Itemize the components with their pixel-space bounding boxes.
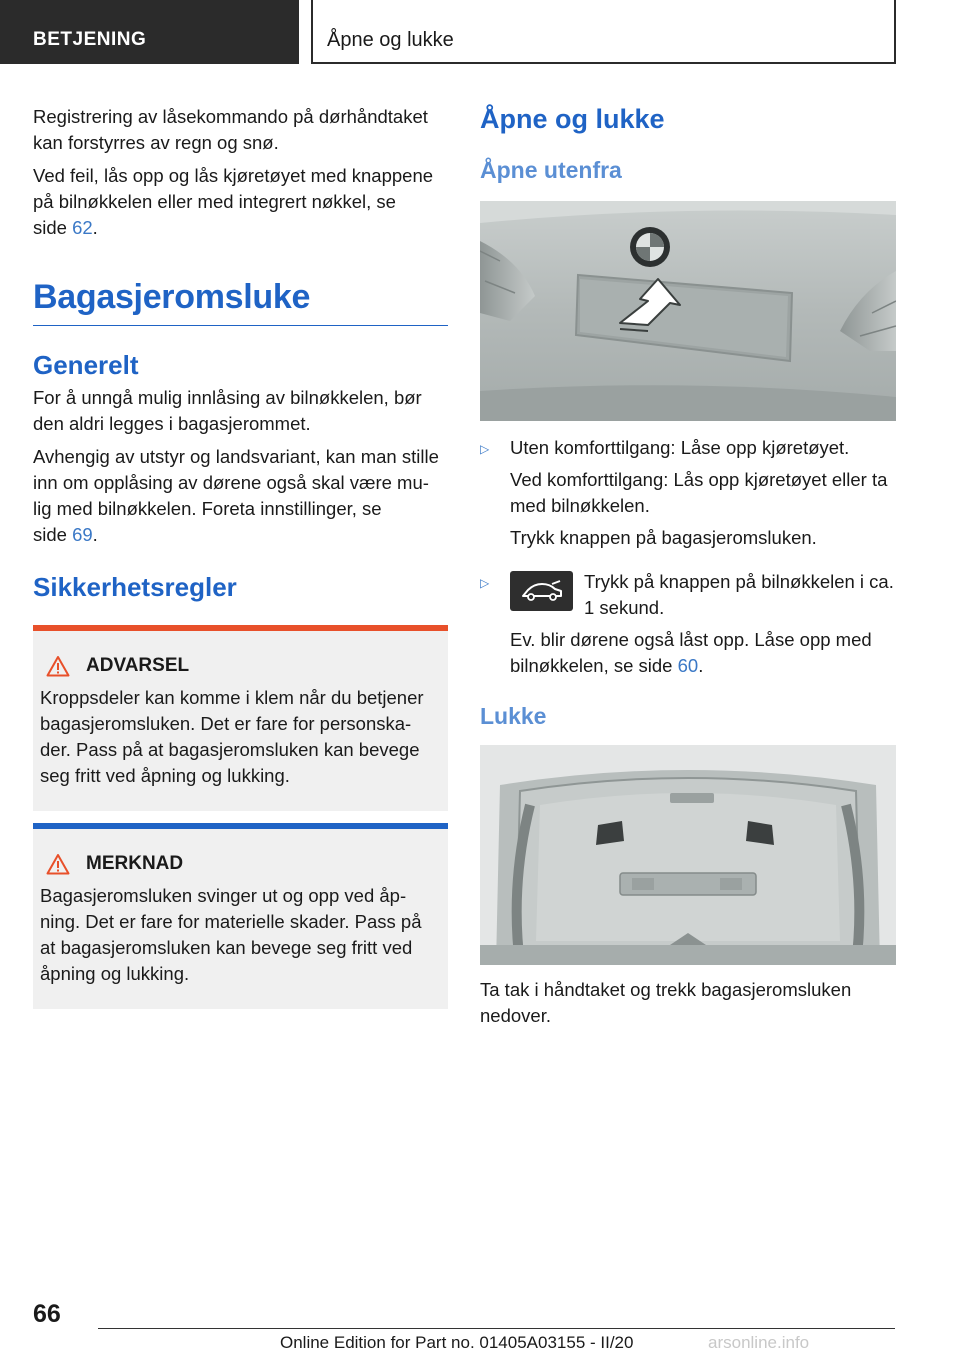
bullet2-extra (510, 627, 896, 679)
intro-2-text: Ved feil, lås opp og lås kjøretøyet med knappene på bilnøkkelen eller med integrert nøkkel, se side (33, 165, 434, 238)
bullet2-extra-suffix: . (698, 655, 704, 676)
general-paragraph-1: For å unngå mulig innlåsing av bilnøkkelen, bør den aldri legges i bagasjerommet. (33, 387, 422, 434)
close-text: Ta tak i håndtaket og trekk bagasjeromsluken nedover. (480, 979, 852, 1026)
edition-text: Online Edition for Part no. 01405A03155 - II/20 (280, 1333, 634, 1352)
warning-title: ADVARSEL (86, 655, 190, 676)
bullet1-line1: Uten komforttilgang: Låse opp kjøretøyet. (510, 437, 850, 458)
trunk-button-illustration (480, 201, 896, 421)
chapter-tab: Åpne og lukke (311, 0, 896, 64)
warning-box (33, 625, 448, 811)
page-link-60[interactable]: 60 (677, 655, 699, 676)
general-paragraph-2 (33, 444, 448, 548)
note-title-row (46, 853, 438, 875)
left-column (33, 104, 448, 1009)
safety-heading: Sikkerhetsregler (33, 572, 237, 602)
general-heading: Generelt (33, 350, 139, 380)
trunk-lid-illustration (480, 745, 896, 965)
page-number: 66 (33, 1300, 61, 1328)
bullet-triangle-icon: ▷ (480, 576, 490, 590)
warning-title-row (46, 655, 438, 677)
intro-paragraph-1: Registrering av låsekommando på dørhåndtaket kan forstyrres av regn og snø. (33, 106, 428, 153)
open-close-heading: Åpne og lukke (480, 104, 665, 134)
warning-text: Kroppsdeler kan komme i klem når du betjener bagasjeromsluken. Det er fare for personska- der. Pass på at bagasjeromsluken kan bevege seg fritt ved åpning og lukking. (40, 687, 424, 786)
right-column (480, 104, 896, 1036)
list-item-key-button (480, 569, 896, 685)
bullet1-line3: Trykk knappen på bagasjeromsluken. (510, 527, 817, 548)
section-tab: BETJENING (0, 0, 299, 64)
footer-divider (98, 1328, 895, 1329)
bullet2-extra-text: Ev. blir dørene også låst opp. Låse opp med bilnøkkelen, se side (510, 629, 872, 676)
warning-triangle-icon (46, 853, 70, 875)
note-text: Bagasjeromsluken svinger ut og opp ved åp- ning. Det er fare for materielle skader. Pass på at bagasjeromsluken kan bevege seg fritt ved åpning og lukking. (40, 885, 422, 984)
car-trunk-key-icon (510, 571, 573, 611)
page-link-62[interactable]: 62 (72, 217, 93, 238)
open-outside-heading: Åpne utenfra (480, 157, 622, 183)
general-2-text: Avhengig av utstyr og landsvariant, kan man stille inn om opplåsing av dørene også skal være mu- lig med bilnøkkelen. Foreta innstillinger, se side (33, 446, 439, 545)
bullet-triangle-icon: ▷ (480, 442, 490, 456)
page-header (0, 0, 960, 66)
intro-2-suffix: . (92, 217, 98, 238)
close-heading: Lukke (480, 703, 547, 729)
list-item-unlock (480, 435, 896, 557)
bullet1-line2: Ved komforttilgang: Lås opp kjøretøyet eller ta med bilnøkkelen. (510, 469, 888, 516)
note-title: MERKNAD (86, 853, 184, 874)
bullet2-text: Trykk på knappen på bilnøkkelen i ca. 1 sekund. (584, 571, 894, 618)
section-title: Bagasjeromsluke (33, 248, 448, 326)
note-box (33, 823, 448, 1009)
general-2-suffix: . (92, 524, 98, 545)
intro-paragraph-2 (33, 163, 448, 241)
page-link-69[interactable]: 69 (72, 524, 93, 545)
warning-triangle-icon (46, 655, 70, 677)
watermark: arsonline.info (708, 1333, 810, 1352)
